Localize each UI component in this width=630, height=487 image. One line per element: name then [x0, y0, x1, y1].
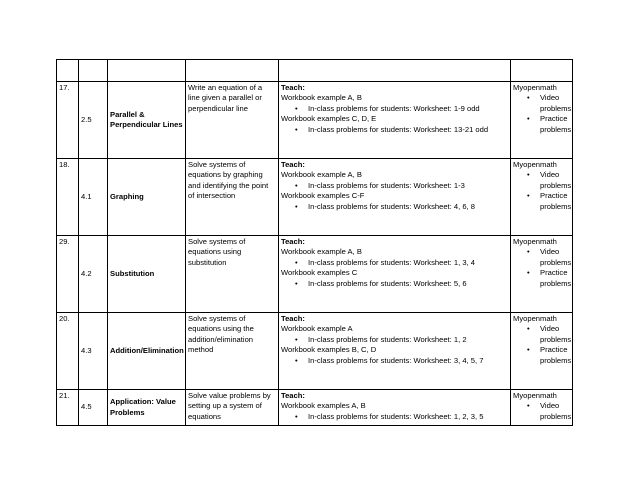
teach-item: Workbook examples C-F: [281, 191, 365, 201]
resource-list: [513, 401, 570, 422]
resource-item: • Practice problems: [540, 114, 570, 135]
header-cell: [79, 60, 108, 82]
resource-list: [513, 324, 570, 366]
resource-item: • Video problems: [540, 247, 570, 268]
row-number: 20.: [57, 313, 79, 390]
table-row: [57, 82, 573, 159]
resource-item: • Video problems: [540, 93, 570, 114]
section-number: 4.5: [79, 390, 108, 426]
header-cell: [279, 60, 511, 82]
resource-item: • Video problems: [540, 401, 570, 422]
resource-item: • Video problems: [540, 170, 570, 191]
teach-list: [281, 401, 508, 422]
resource-name: Myopenmath: [513, 391, 557, 400]
teach-list: [281, 93, 508, 135]
resource-cell: [511, 313, 573, 390]
section-number: 4.3: [79, 313, 108, 390]
teach-item: Workbook example A, B: [281, 247, 362, 257]
objective: Write an equation of a line given a parallel or perpendicular line: [186, 82, 279, 159]
teach-cell: [279, 313, 511, 390]
teach-bullet-list: [281, 279, 508, 289]
teach-bullet: • In-class problems for students: Worksheet: 5, 6: [308, 279, 508, 289]
row-number: 17.: [57, 82, 79, 159]
teach-item: Workbook examples C: [281, 268, 358, 278]
teach-bullet: • In-class problems for students: Worksheet: 4, 6, 8: [308, 202, 508, 212]
teach-bullet-list: [281, 335, 508, 345]
resource-list: [513, 170, 570, 212]
resource-item: • Practice problems: [540, 345, 570, 366]
resource-list: [513, 247, 570, 289]
teach-bullet-list: [281, 181, 508, 191]
resource-name: Myopenmath: [513, 314, 557, 323]
topic-title: Addition/Elimination: [108, 313, 186, 390]
header-cell: [108, 60, 186, 82]
resource-cell: [511, 390, 573, 426]
teach-heading: Teach:: [281, 237, 305, 246]
resource-name: Myopenmath: [513, 160, 557, 169]
teach-list: [281, 170, 508, 212]
teach-list: [281, 324, 508, 366]
row-number: 21.: [57, 390, 79, 426]
teach-bullet: • In-class problems for students: Worksheet: 1-3: [308, 181, 508, 191]
teach-bullet-list: [281, 258, 508, 268]
teach-bullet-list: [281, 202, 508, 212]
teach-item: Workbook example A, B: [281, 170, 362, 180]
header-cell: [511, 60, 573, 82]
teach-item: Workbook example A, B: [281, 93, 362, 103]
topic-title: Parallel & Perpendicular Lines: [108, 82, 186, 159]
objective: Solve systems of equations using the addition/elimination method: [186, 313, 279, 390]
section-number: 2.5: [79, 82, 108, 159]
objective: Solve systems of equations by graphing and identifying the point of intersection: [186, 159, 279, 236]
teach-bullet: • In-class problems for students: Worksheet: 3, 4, 5, 7: [308, 356, 508, 366]
topic-title: Substitution: [108, 236, 186, 313]
section-number: 4.1: [79, 159, 108, 236]
table-row: [57, 313, 573, 390]
teach-item: Workbook example A: [281, 324, 353, 334]
resource-name: Myopenmath: [513, 237, 557, 246]
teach-heading: Teach:: [281, 83, 305, 92]
teach-heading: Teach:: [281, 391, 305, 400]
row-number: 29.: [57, 236, 79, 313]
lesson-plan-table: [56, 59, 573, 426]
teach-bullet: • In-class problems for students: Worksheet: 1, 2: [308, 335, 508, 345]
header-cell: [186, 60, 279, 82]
teach-cell: [279, 236, 511, 313]
teach-bullet-list: [281, 104, 508, 114]
row-number: 18.: [57, 159, 79, 236]
table-row: [57, 159, 573, 236]
teach-bullet: • In-class problems for students: Worksheet: 1-9 odd: [308, 104, 508, 114]
header-cell: [57, 60, 79, 82]
header-row: [57, 60, 573, 82]
teach-cell: [279, 390, 511, 426]
resource-list: [513, 93, 570, 135]
teach-bullet: • In-class problems for students: Worksheet: 1, 2, 3, 5: [308, 412, 508, 422]
resource-cell: [511, 82, 573, 159]
teach-item: Workbook examples C, D, E: [281, 114, 377, 124]
teach-cell: [279, 82, 511, 159]
teach-bullet-list: [281, 125, 508, 135]
teach-heading: Teach:: [281, 314, 305, 323]
resource-cell: [511, 236, 573, 313]
topic-title: Graphing: [108, 159, 186, 236]
teach-list: [281, 247, 508, 289]
section-number: 4.2: [79, 236, 108, 313]
objective: Solve value problems by setting up a system of equations: [186, 390, 279, 426]
table-row: [57, 236, 573, 313]
teach-heading: Teach:: [281, 160, 305, 169]
resource-cell: [511, 159, 573, 236]
objective: Solve systems of equations using substitution: [186, 236, 279, 313]
resource-item: • Practice problems: [540, 191, 570, 212]
teach-item: Workbook examples A, B: [281, 401, 366, 411]
teach-bullet: • In-class problems for students: Worksheet: 13-21 odd: [308, 125, 508, 135]
topic-title: Application: Value Problems: [108, 390, 186, 426]
teach-bullet-list: [281, 412, 508, 422]
teach-bullet-list: [281, 356, 508, 366]
resource-item: • Video problems: [540, 324, 570, 345]
resource-item: • Practice problems: [540, 268, 570, 289]
teach-cell: [279, 159, 511, 236]
resource-name: Myopenmath: [513, 83, 557, 92]
table-row: [57, 390, 573, 426]
teach-item: Workbook examples B, C, D: [281, 345, 377, 355]
teach-bullet: • In-class problems for students: Worksheet: 1, 3, 4: [308, 258, 508, 268]
